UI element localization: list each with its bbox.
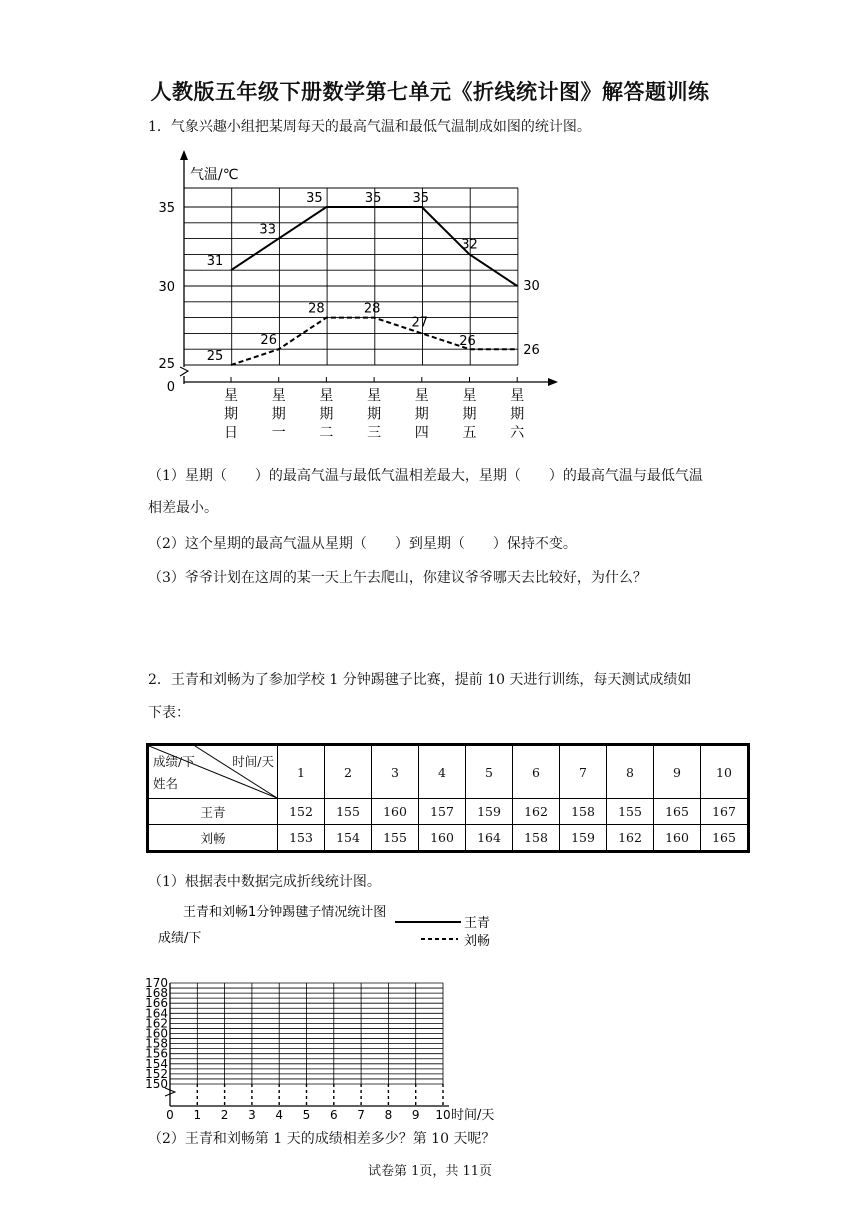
day-header: 3 bbox=[372, 746, 419, 799]
row-name: 王青 bbox=[149, 799, 278, 825]
low-temp-label: 28 bbox=[308, 301, 325, 317]
x-tick-label: 4 bbox=[275, 1108, 284, 1122]
day-header: 4 bbox=[419, 746, 466, 799]
day-header: 6 bbox=[513, 746, 560, 799]
table-cell: 158 bbox=[513, 825, 560, 851]
y-tick-label: 166 bbox=[145, 996, 168, 1011]
low-temp-label: 26 bbox=[523, 343, 540, 359]
q1-sub2: （2）这个星期的最高气温从星期（ ）到星期（ ）保持不变。 bbox=[148, 536, 577, 552]
x-tick-label: 星期四 bbox=[414, 388, 429, 441]
x-tick-label: 星期二 bbox=[319, 388, 334, 441]
q2-sub2: （2）王青和刘畅第 1 天的成绩相差多少？第 10 天呢？ bbox=[148, 1131, 496, 1147]
header-time-label: 时间/天 bbox=[232, 754, 274, 769]
x-axis-arrow bbox=[548, 378, 558, 386]
table-cell: 160 bbox=[372, 799, 419, 825]
y-tick-label: 0 bbox=[166, 380, 175, 395]
x-tick-label: 星期日 bbox=[224, 388, 238, 441]
x-tick-label: 3 bbox=[248, 1108, 256, 1122]
table-cell: 157 bbox=[419, 799, 466, 825]
q1-axes bbox=[180, 150, 558, 386]
day-header: 9 bbox=[654, 746, 701, 799]
table-cell: 154 bbox=[325, 825, 372, 851]
low-temp-label: 28 bbox=[363, 301, 381, 317]
q1-stem: 1．气象兴趣小组把某周每天的最高气温和最低气温制成如图的统计图。 bbox=[148, 119, 591, 135]
table-row bbox=[149, 825, 748, 851]
table-cell: 165 bbox=[654, 799, 701, 825]
low-temp-label: 26 bbox=[260, 333, 277, 349]
table-diagonal-header bbox=[149, 746, 278, 799]
q2-sub1: （1）根据表中数据完成折线统计图。 bbox=[148, 874, 381, 890]
q2-score-table-frame bbox=[146, 743, 750, 853]
page-title: 人教版五年级下册数学第七单元《折线统计图》解答题训练 bbox=[150, 80, 710, 104]
day-header: 7 bbox=[560, 746, 607, 799]
table-cell: 153 bbox=[278, 825, 325, 851]
y-tick-label: 25 bbox=[158, 357, 175, 372]
y-tick-label: 160 bbox=[145, 1026, 168, 1041]
table-cell: 165 bbox=[701, 825, 748, 851]
q1-sub1-line1: （1）星期（ ）的最高气温与最低气温相差最大，星期（ ）的最高气温与最低气温 bbox=[148, 468, 703, 484]
page-footer: 试卷第 1页，共 11页 bbox=[367, 1164, 493, 1179]
y-tick-label: 158 bbox=[145, 1036, 168, 1051]
q2-kick-chart bbox=[138, 898, 518, 1126]
table-cell: 164 bbox=[466, 825, 513, 851]
row-name: 刘畅 bbox=[149, 825, 278, 851]
low-temp-label: 26 bbox=[459, 334, 476, 350]
y-tick-label: 170 bbox=[145, 976, 168, 990]
high-temp-label: 30 bbox=[523, 279, 540, 294]
header-score-label: 成绩/下 bbox=[153, 754, 195, 769]
high-temp-label: 33 bbox=[259, 222, 276, 238]
high-temp-label: 32 bbox=[461, 237, 478, 253]
q1-sub1-line2: 相差最小。 bbox=[148, 500, 218, 516]
y-axis-label: 气温/℃ bbox=[190, 167, 239, 183]
q2-axes bbox=[165, 983, 449, 1106]
low-temp-label: 25 bbox=[206, 349, 224, 364]
table-cell: 155 bbox=[325, 799, 372, 825]
x-tick-label: 星期六 bbox=[510, 388, 525, 441]
x-tick-label: 1 bbox=[193, 1108, 202, 1122]
y-tick-label: 150 bbox=[145, 1077, 168, 1091]
y-tick-label: 156 bbox=[145, 1046, 168, 1061]
x-tick-label: 5 bbox=[302, 1108, 311, 1122]
table-cell: 159 bbox=[466, 799, 513, 825]
day-header: 10 bbox=[701, 746, 748, 799]
y-tick-label: 35 bbox=[158, 201, 175, 216]
table-cell: 162 bbox=[513, 799, 560, 825]
x-tick-label: 6 bbox=[329, 1108, 338, 1122]
q2-grid bbox=[170, 983, 443, 1084]
x-tick-label: 星期三 bbox=[367, 388, 382, 441]
x-tick-label: 7 bbox=[357, 1108, 365, 1122]
high-temp-label: 35 bbox=[306, 191, 323, 206]
q1-sub3: （3）爷爷计划在这周的某一天上午去爬山，你建议爷爷哪天去比较好，为什么？ bbox=[148, 570, 647, 586]
table-cell: 155 bbox=[607, 799, 654, 825]
table-cell: 162 bbox=[607, 825, 654, 851]
high-temp-label: 31 bbox=[206, 254, 224, 270]
table-cell: 159 bbox=[560, 825, 607, 851]
x-tick-label: 0 bbox=[166, 1108, 174, 1122]
x-tick-label: 10 bbox=[435, 1108, 451, 1122]
y-tick-label: 164 bbox=[145, 1006, 168, 1021]
x-tick-label: 2 bbox=[220, 1108, 229, 1122]
x-axis-label: 时间/天 bbox=[451, 1108, 495, 1123]
q2-stem-line2: 下表： bbox=[148, 705, 190, 721]
legend-label: 刘畅 bbox=[464, 934, 491, 949]
high-temp-label: 35 bbox=[364, 191, 382, 206]
x-tick-label: 星期一 bbox=[271, 388, 286, 441]
q1-temperature-chart bbox=[150, 148, 570, 448]
y-tick-label: 162 bbox=[145, 1016, 168, 1031]
y-tick-label: 168 bbox=[145, 986, 168, 1001]
day-header: 1 bbox=[278, 746, 325, 799]
day-header: 5 bbox=[466, 746, 513, 799]
high-temp-label: 35 bbox=[412, 191, 430, 206]
table-cell: 167 bbox=[701, 799, 748, 825]
header-name-label: 姓名 bbox=[153, 776, 179, 791]
y-tick-label: 154 bbox=[145, 1056, 168, 1071]
x-tick-label: 8 bbox=[384, 1108, 393, 1122]
y-axis-label: 成绩/下 bbox=[158, 931, 202, 946]
q2-score-table bbox=[148, 745, 748, 851]
table-cell: 155 bbox=[372, 825, 419, 851]
x-tick-label: 9 bbox=[411, 1108, 420, 1122]
day-header: 8 bbox=[607, 746, 654, 799]
y-tick-label: 30 bbox=[158, 280, 175, 295]
low-temp-label: 27 bbox=[411, 315, 429, 331]
day-header: 2 bbox=[325, 746, 372, 799]
table-cell: 158 bbox=[560, 799, 607, 825]
y-tick-label: 152 bbox=[145, 1066, 168, 1081]
q2-stem-line1: 2．王青和刘畅为了参加学校 1 分钟踢毽子比赛，提前 10 天进行训练，每天测试成绩如 bbox=[148, 672, 692, 688]
chart-title: 王青和刘畅1分钟踢毽子情况统计图 bbox=[183, 905, 387, 920]
legend-label: 王青 bbox=[464, 916, 491, 931]
axis-break-icon bbox=[180, 367, 188, 376]
x-tick-label: 星期五 bbox=[462, 388, 477, 441]
table-cell: 160 bbox=[419, 825, 466, 851]
table-row bbox=[149, 799, 748, 825]
table-cell: 152 bbox=[278, 799, 325, 825]
table-cell: 160 bbox=[654, 825, 701, 851]
q1-labels bbox=[158, 167, 539, 441]
y-axis-arrow bbox=[180, 150, 188, 160]
